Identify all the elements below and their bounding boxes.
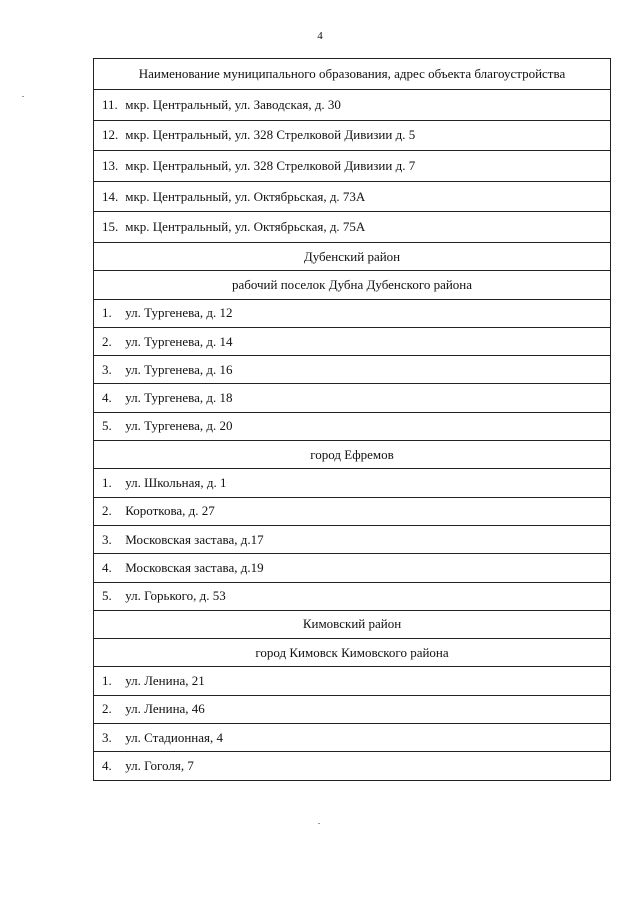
row-number: 5. <box>102 588 112 604</box>
table-row-cell <box>94 582 611 610</box>
table-row <box>94 327 611 355</box>
group-title: Кимовский район <box>94 610 611 638</box>
table-row-cell <box>94 525 611 553</box>
table-body <box>94 59 611 781</box>
row-number: 4. <box>102 757 112 773</box>
table-row-cell <box>94 356 611 384</box>
table-group-row <box>94 242 611 270</box>
table-row <box>94 384 611 412</box>
objects-table <box>93 58 611 781</box>
table-row <box>94 120 611 151</box>
table-row <box>94 151 611 182</box>
table-row-cell <box>94 299 611 327</box>
table-row-cell <box>94 724 611 752</box>
row-number: 2. <box>102 701 112 717</box>
row-number: 1. <box>102 474 112 490</box>
address-text: мкр. Центральный, ул. Октябрьская, д. 73А <box>125 188 366 204</box>
table-row-cell <box>94 469 611 497</box>
row-number: 11. <box>102 96 118 112</box>
table-row <box>94 497 611 525</box>
row-number: 4. <box>102 559 112 575</box>
row-number: 15. <box>102 219 119 235</box>
scan-speck <box>318 823 320 824</box>
address-text: ул. Тургенева, д. 12 <box>125 305 233 321</box>
table-header-cell: Наименование муниципального образования, адрес объекта благоустройства <box>94 59 611 90</box>
address-text: ул. Ленина, 46 <box>125 701 205 717</box>
address-text: ул. Тургенева, д. 14 <box>125 333 233 349</box>
table-row <box>94 356 611 384</box>
row-number: 4. <box>102 390 112 406</box>
row-number: 14. <box>102 188 119 204</box>
address-text: ул. Тургенева, д. 18 <box>125 390 233 406</box>
address-text: мкр. Центральный, ул. 328 Стрелковой Дивизии д. 7 <box>125 157 416 173</box>
table-row-cell <box>94 151 611 182</box>
table-row-cell <box>94 384 611 412</box>
address-text: мкр. Центральный, ул. 328 Стрелковой Дивизии д. 5 <box>125 127 416 143</box>
table-row <box>94 695 611 723</box>
address-text: ул. Горького, д. 53 <box>125 588 226 604</box>
table-row <box>94 212 611 243</box>
table-row <box>94 90 611 121</box>
row-number: 2. <box>102 333 112 349</box>
table-row <box>94 554 611 582</box>
table-row-cell <box>94 667 611 695</box>
address-text: Московская застава, д.19 <box>125 559 264 575</box>
row-number: 12. <box>102 127 119 143</box>
address-text: ул. Ленина, 21 <box>125 673 205 689</box>
table-group-row <box>94 639 611 667</box>
table-row <box>94 667 611 695</box>
row-number: 3. <box>102 531 112 547</box>
table-group-row <box>94 271 611 299</box>
address-text: мкр. Центральный, ул. Заводская, д. 30 <box>125 96 341 112</box>
group-title: город Ефремов <box>94 441 611 469</box>
table-row <box>94 525 611 553</box>
table-row <box>94 412 611 440</box>
table-group-row <box>94 441 611 469</box>
table-row-cell <box>94 554 611 582</box>
table-row <box>94 181 611 212</box>
table-row-cell <box>94 120 611 151</box>
table-row-cell <box>94 695 611 723</box>
table-row-cell <box>94 90 611 121</box>
row-number: 3. <box>102 361 112 377</box>
table-row-cell <box>94 181 611 212</box>
table-row-cell <box>94 327 611 355</box>
table-group-row <box>94 610 611 638</box>
group-title: Дубенский район <box>94 242 611 270</box>
address-text: ул. Тургенева, д. 16 <box>125 361 233 377</box>
table-row <box>94 752 611 780</box>
address-text: мкр. Центральный, ул. Октябрьская, д. 75А <box>125 219 366 235</box>
table-row-cell <box>94 752 611 780</box>
table-row-cell <box>94 212 611 243</box>
group-title: рабочий поселок Дубна Дубенского района <box>94 271 611 299</box>
row-number: 1. <box>102 305 112 321</box>
address-text: Короткова, д. 27 <box>125 503 215 519</box>
table-row <box>94 582 611 610</box>
address-text: ул. Тургенева, д. 20 <box>125 418 233 434</box>
table-row <box>94 469 611 497</box>
page-number: 4 <box>317 30 323 42</box>
group-title: город Кимовск Кимовского района <box>94 639 611 667</box>
address-text: Московская застава, д.17 <box>125 531 264 547</box>
table-header-row <box>94 59 611 90</box>
table-row <box>94 299 611 327</box>
table-row-cell <box>94 497 611 525</box>
address-text: ул. Гоголя, 7 <box>125 757 194 773</box>
table-row-cell <box>94 412 611 440</box>
row-number: 5. <box>102 418 112 434</box>
table-row <box>94 724 611 752</box>
scan-speck <box>22 96 24 97</box>
row-number: 13. <box>102 157 119 173</box>
address-text: ул. Школьная, д. 1 <box>125 474 227 490</box>
row-number: 1. <box>102 673 112 689</box>
address-text: ул. Стадионная, 4 <box>125 729 224 745</box>
row-number: 2. <box>102 503 112 519</box>
row-number: 3. <box>102 729 112 745</box>
